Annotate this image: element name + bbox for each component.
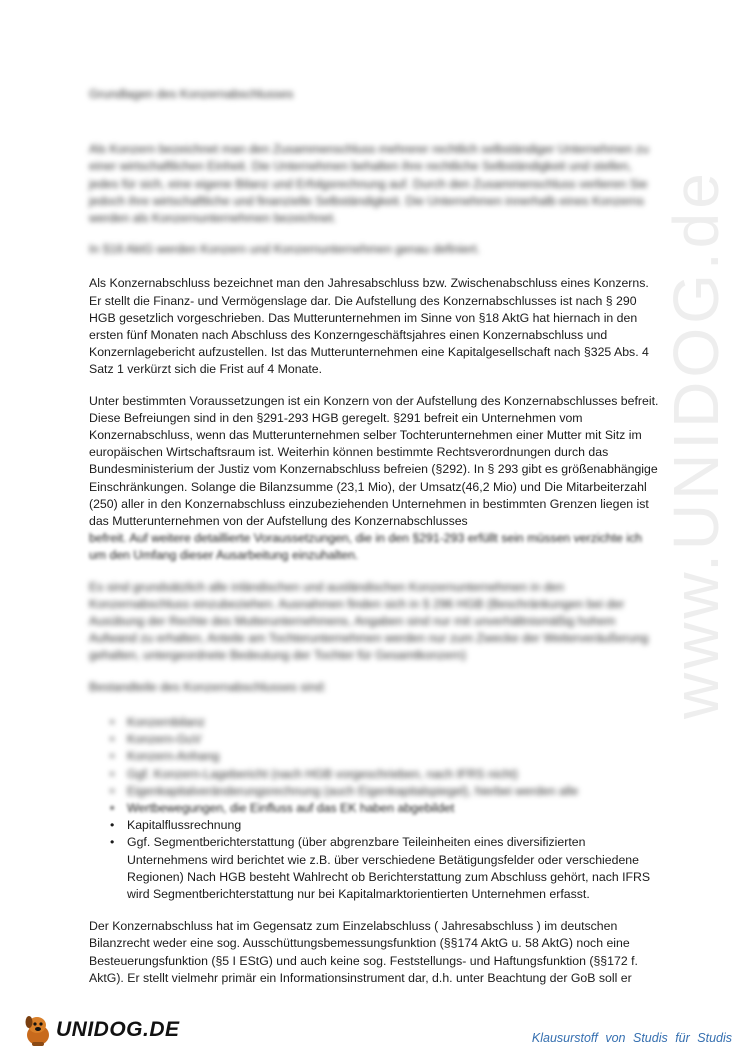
logo-wordmark: UNIDOG.DE bbox=[56, 1018, 180, 1041]
list-item-continuation bbox=[127, 800, 661, 817]
list-item: • Ggf. Segmentberichterstattung (über abgrenzbare Teileinheiten eines diversifizierten Unternehmens wird berichtet wie z.B. über verschiedene Betätigungsfelder oder verschiedene Regionen) Nach HGB besteht Wahlrecht ob Berichterstattung zum Abschluss gehört, nach IFRS wird Segmentberichterstattung nur bei Kapitalmarktorientierten Unternehmen erfasst. bbox=[127, 834, 661, 903]
paragraph-funktionen: Der Konzernabschluss hat im Gegensatz zum Einzelabschluss ( Jahresabschluss ) im deutschen Bilanzrecht weder eine sog. Ausschüttungsbemessungsfunktion (§§174 AktG u. 58 AktG) noch eine Besteuerungsfunktion (§5 I EStG) und auch keine sog. Feststellungs- und Haftungsfunktion (§§172 f. AktG). Er stellt vielmehr primär ein Informationsinstrument dar, d.h. unter Beachtung der GoB soll er bbox=[89, 919, 638, 985]
components-heading: Bestandteile des Konzernabschlusses sind: bbox=[89, 679, 327, 694]
footer-tagline: Klausurstoff von Studis für Studis bbox=[531, 1031, 732, 1045]
list-item: • Ggf. Konzern-Lagebericht (nach HGB vorgeschrieben, nach IFRS nicht) bbox=[127, 766, 661, 783]
paragraph-befreiungen-blurred: befreit. Auf weitere detaillierte Voraussetzungen, die in den §291-293 erfüllt sein müssen verzichte ich um den Umfang dieser Ausarbeitung einzuhalten. bbox=[89, 531, 642, 563]
paragraph-einbeziehung: Es sind grundsätzlich alle inländischen und ausländischen Konzernunternehmen in den Konzernabschluss einzubeziehen. Ausnahmen finden sich in § 296 HGB (Beschränkungen bei der Ausübung der Rechte des Mutterunternehmens, Angaben sind nur mit unverhältnismäßig hohem Aufwand zu erhalten, Anteile am Tochterunternehmen werden nur zum Zwecke der Weiterveräußerung gehalten, untergeordnete Bedeutung der Tochter für Gesamtkonzern) bbox=[89, 579, 649, 663]
unidog-logo[interactable] bbox=[22, 1010, 180, 1050]
list-item: • Kapitalflussrechnung bbox=[127, 817, 661, 834]
paragraph-konzernabschluss: Als Konzernabschluss bezeichnet man den Jahresabschluss bzw. Zwischenabschluss eines Konzerns. Er stellt die Finanz- und Vermögenslage dar. Die Aufstellung des Konzernabschlusses ist nach § 290 HGB gesetzlich vorgeschrieben. Das Mutterunternehmen im Sinne von §18 AktG hat hiernach in den ersten fünf Monaten nach Abschluss des Konzerngeschäftsjahres einen Konzernabschluss und Konzernlagebericht aufzustellen. Ist das Mutterunternehmen eine Kapitalgesellschaft nach §325 Abs. 4 Satz 1 verkürzt sich die Frist auf 4 Monate. bbox=[89, 276, 649, 377]
list-item: • Konzernbilanz bbox=[127, 714, 661, 731]
aktg-line: In §18 AktG werden Konzern und Konzernunternehmen genau definiert. bbox=[89, 242, 481, 257]
document-body bbox=[89, 86, 661, 1001]
list-continuation-text: Wertbewegungen, die Einfluss auf das EK haben abgebildet bbox=[127, 800, 455, 815]
paragraph-befreiungen bbox=[89, 393, 661, 565]
dog-mascot-icon bbox=[22, 1013, 54, 1047]
components-list bbox=[89, 714, 661, 903]
watermark: www.UNIDOG.de bbox=[660, 169, 732, 719]
list-item: • Konzern-Anhang bbox=[127, 748, 661, 765]
paragraph-befreiungen-text: Unter bestimmten Voraussetzungen ist ein Konzern von der Aufstellung des Konzernabschlusses befreit. Diese Befreiungen sind in den §291-293 HGB geregelt. §291 befreit ein Unternehmen vom Konzernabschluss, wenn das Mutterunternehmen selber Tochterunternehmen einer Mutter mit Sitz im europäischen Wirtschaftsraum ist. Weiterhin können bestimmte Rechtsverordnungen durch das Bundesministerium der Justiz vom Konzernabschluss befreien (§292). In § 293 gibt es größenabhängige Einschränkungen. Solange die Bilanzsumme (23,1 Mio), der Umsatz(46,2 Mio) und Die Mitarbeiterzahl (250) aller in den Konzernabschluss einzubeziehenden Unternehmen in bestimmten Grenzen liegen ist das Mutterunternehmen von der Aufstellung des Konzernabschlusses bbox=[89, 393, 659, 529]
list-item: • Eigenkapitalveränderungsrechnung (auch Eigenkapitalspiegel), hierbei werden alle bbox=[127, 783, 661, 800]
intro-paragraph: Als Konzern bezeichnet man den Zusammenschluss mehrerer rechtlich selbständiger Unternehmen zu einer wirtschaftlichen Einheit. Die Unternehmen behalten ihre rechtliche Selbständigkeit und stellen, jedes für sich, eine eigene Bilanz und Erfolgsrechnung auf. Durch den Zusammenschluss verlieren Sie jedoch ihre wirtschaftliche und finanzielle Selbständigkeit. Die Unternehmen innerhalb eines Konzerns werden als Konzernunternehmen bezeichnet. bbox=[89, 142, 649, 226]
document-heading: Grundlagen des Konzernabschlusses bbox=[89, 87, 294, 101]
list-item: • Konzern-GuV bbox=[127, 731, 661, 748]
